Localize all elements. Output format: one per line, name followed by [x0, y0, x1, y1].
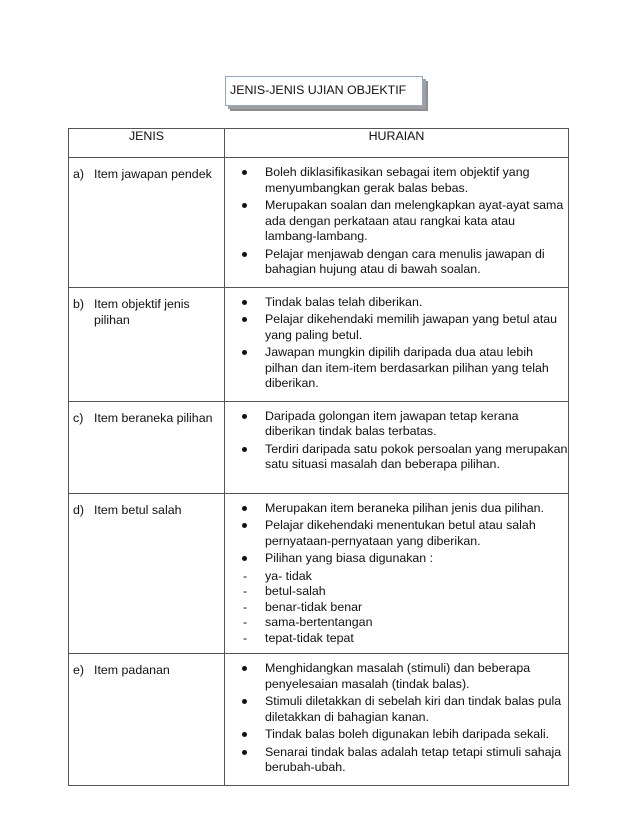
jenis-label: Item jawapan pendek	[94, 167, 212, 181]
bullet-icon	[242, 732, 247, 737]
dash-icon: -	[243, 568, 248, 583]
document-title: JENIS-JENIS UJIAN OBJEKTIF	[230, 83, 407, 97]
item-prefix: c)	[73, 410, 84, 425]
item-prefix: b)	[73, 296, 85, 311]
item-text: Terdiri daripada satu pokok persoalan yang merupakan satu situasi masalah dan beberapa pilihan.	[265, 441, 568, 471]
list-item	[225, 165, 568, 196]
jenis-cell	[69, 158, 225, 288]
huraian-list	[225, 402, 568, 482]
item-text: Merupakan item beraneka pilihan jenis dua pilihan.	[265, 500, 544, 515]
item-text: Pelajar dikehendaki menentukan betul atau salah pernyataan-pernyataan yang diberikan.	[265, 518, 536, 548]
bullet-icon	[242, 252, 247, 257]
table-row	[69, 287, 569, 401]
list-item	[225, 198, 568, 245]
bullet-icon	[242, 750, 247, 755]
jenis-cell	[69, 493, 225, 654]
item-text: Pelajar dikehendaki memilih jawapan yang betul atau yang paling betul.	[265, 312, 558, 342]
list-item	[225, 312, 568, 343]
huraian-cell	[225, 493, 569, 654]
jenis-label: Item beraneka pilihan	[94, 410, 213, 425]
list-item	[225, 694, 568, 725]
list-item	[225, 631, 568, 647]
huraian-cell	[225, 158, 569, 288]
bullet-icon	[242, 523, 247, 528]
list-item	[225, 745, 568, 776]
item-text: Tindak balas telah diberikan.	[265, 294, 423, 309]
bullet-icon	[242, 203, 247, 208]
jenis-cell	[69, 401, 225, 493]
item-text: Senarai tindak balas adalah tetap tetapi stimuli sahaja berubah-ubah.	[265, 744, 562, 774]
huraian-cell	[225, 287, 569, 401]
list-item	[225, 661, 568, 692]
dash-icon: -	[243, 599, 248, 614]
item-text: Merupakan soalan dan melengkapkan ayat-ayat sama ada dengan perkataan atau rangkai kata atau lambang-lambang.	[265, 198, 564, 243]
types-table	[68, 128, 569, 786]
bullet-icon	[242, 170, 247, 175]
table-row	[69, 654, 569, 786]
item-text: benar-tidak benar	[265, 599, 363, 614]
list-item	[225, 442, 568, 473]
item-text: ya- tidak	[265, 568, 312, 583]
jenis-label: Item betul salah	[94, 502, 182, 517]
item-text: Pilihan yang biasa digunakan :	[265, 551, 434, 565]
item-text: betul-salah	[265, 584, 326, 598]
item-text: tepat-tidak tepat	[265, 630, 354, 645]
huraian-list	[225, 654, 568, 785]
jenis-label: Item objektif jenis pilihan	[94, 296, 190, 327]
item-text: Pelajar menjawab dengan cara menulis jawapan di bahagian hujung atau di bawah soalan.	[265, 246, 545, 276]
list-item	[225, 615, 568, 631]
list-item	[225, 518, 568, 549]
list-item	[225, 584, 568, 600]
list-item	[225, 501, 568, 517]
table-row	[69, 493, 569, 654]
jenis-cell	[69, 287, 225, 401]
header-huraian: HURAIAN	[225, 129, 569, 158]
header-row	[69, 129, 569, 158]
dash-icon: -	[243, 615, 248, 629]
item-text: Daripada golongan item jawapan tetap kerana diberikan tindak balas terbatas.	[265, 408, 519, 438]
bullet-icon	[242, 556, 247, 561]
bullet-icon	[242, 300, 247, 305]
item-prefix: d)	[73, 502, 85, 517]
huraian-cell	[225, 401, 569, 493]
jenis-cell	[69, 654, 225, 786]
item-text: Jawapan mungkin dipilih daripada dua atau lebih pilhan dan item-item berdasarkan pilihan yang telah diberikan.	[265, 345, 549, 390]
table-row	[69, 158, 569, 288]
list-item	[225, 247, 568, 278]
bullet-icon	[242, 506, 247, 511]
jenis-label: Item padanan	[94, 663, 170, 677]
bullet-icon	[242, 317, 247, 322]
huraian-cell	[225, 654, 569, 786]
list-item	[225, 727, 568, 743]
dash-icon: -	[243, 584, 248, 598]
list-item	[225, 345, 568, 392]
title-box	[225, 76, 423, 106]
item-prefix: a)	[73, 167, 85, 181]
item-text: Menghidangkan masalah (stimuli) dan beberapa penyelesaian masalah (tindak balas).	[265, 661, 531, 691]
bullet-icon	[242, 350, 247, 355]
list-item	[225, 295, 568, 311]
huraian-list	[225, 494, 568, 654]
item-text: Tindak balas boleh digunakan lebih daripada sekali.	[265, 727, 550, 741]
list-item	[225, 569, 568, 585]
header-jenis: JENIS	[69, 129, 225, 158]
item-text: Boleh diklasifikasikan sebagai item objektif yang menyumbangkan gerak balas bebas.	[265, 165, 530, 195]
huraian-list	[225, 158, 568, 287]
table-row	[69, 401, 569, 493]
item-prefix: e)	[73, 663, 85, 677]
list-item	[225, 409, 568, 440]
bullet-icon	[242, 666, 247, 671]
list-item	[225, 600, 568, 616]
bullet-icon	[242, 414, 247, 419]
item-text: sama-bertentangan	[265, 615, 373, 629]
item-text: Stimuli diletakkan di sebelah kiri dan tindak balas pula diletakkan di bahagian kanan.	[265, 694, 562, 724]
dash-icon: -	[243, 630, 248, 645]
bullet-icon	[242, 447, 247, 452]
huraian-list	[225, 288, 568, 401]
bullet-icon	[242, 699, 247, 704]
list-item	[225, 551, 568, 567]
